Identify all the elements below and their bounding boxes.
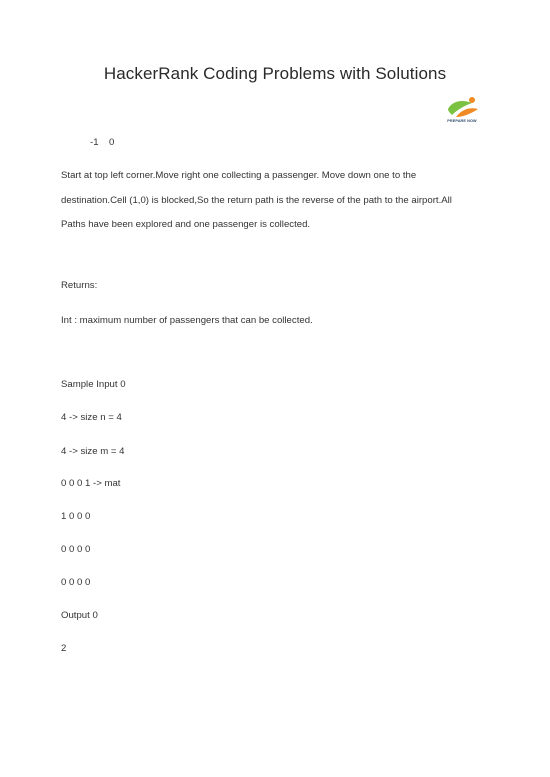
page-title: HackerRank Coding Problems with Solutions bbox=[103, 64, 447, 83]
logo-icon bbox=[442, 95, 482, 121]
explanation-line: destination.Cell (1,0) is blocked,So the return path is the reverse of the path to the airport.All bbox=[61, 194, 452, 206]
sample-line: 0 0 0 1 -> mat bbox=[61, 478, 121, 489]
returns-heading: Returns: bbox=[61, 280, 98, 291]
output-value: 2 bbox=[61, 643, 67, 654]
sample-line: 4 -> size n = 4 bbox=[61, 412, 122, 423]
explanation-line: Paths have been explored and one passenger is collected. bbox=[61, 219, 311, 230]
explanation-line: Start at top left corner.Move right one collecting a passenger. Move down one to the bbox=[61, 170, 417, 181]
table-cell-1: -1 bbox=[90, 137, 99, 148]
returns-text: Int : maximum number of passengers that can be collected. bbox=[61, 315, 313, 326]
sample-line: 4 -> size m = 4 bbox=[61, 446, 125, 457]
logo-text: PREPARE NOW bbox=[447, 119, 477, 123]
sample-line: 0 0 0 0 bbox=[61, 544, 91, 555]
sample-line: 0 0 0 0 bbox=[61, 577, 91, 588]
output-heading: Output 0 bbox=[61, 610, 98, 621]
prepare-now-logo bbox=[442, 95, 482, 129]
sample-line: 1 0 0 0 bbox=[61, 511, 91, 522]
sample-input-heading: Sample Input 0 bbox=[61, 379, 126, 390]
table-cell-2: 0 bbox=[109, 137, 115, 148]
explanation-paragraph bbox=[61, 164, 491, 238]
